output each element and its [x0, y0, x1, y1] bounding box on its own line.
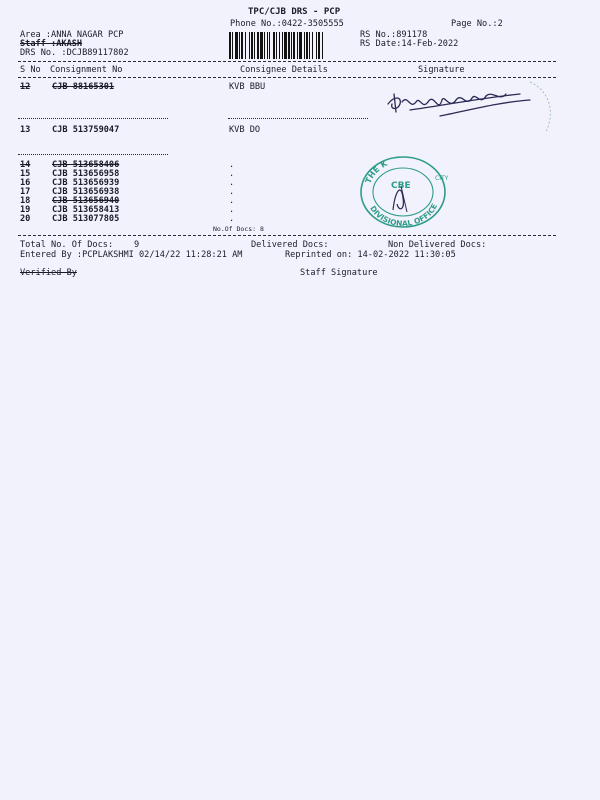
stamp-right-text: CITY: [435, 175, 449, 182]
handwritten-signature: [380, 80, 560, 140]
row-sno: 18: [20, 196, 31, 206]
staff-signature-label: Staff Signature: [300, 268, 378, 278]
row-sno: 14: [20, 160, 31, 170]
page-number: Page No.:2: [451, 19, 503, 29]
office-stamp: [355, 152, 450, 230]
row-sno: 15: [20, 169, 31, 179]
divider: [18, 118, 168, 119]
divider: [18, 154, 168, 155]
non-delivered-docs-label: Non Delivered Docs:: [388, 240, 487, 250]
row-consignment: CJB 513759047: [52, 125, 120, 135]
row-consignment: CJB 513656940: [52, 196, 120, 206]
col-consignee: Consignee Details: [240, 65, 328, 75]
rs-date: RS Date:14-Feb-2022: [360, 39, 459, 49]
row-consignment: CJB 513658406: [52, 160, 120, 170]
row-consignment: CJB 513656939: [52, 178, 120, 188]
row-consignee: KVB DO: [229, 125, 261, 135]
separator-line: [18, 235, 556, 236]
row-consignee: .: [229, 187, 235, 197]
total-docs-label: Total No. Of Docs:: [20, 240, 114, 250]
delivered-docs-label: Delivered Docs:: [251, 240, 329, 250]
rs-number: RS No.:891178: [360, 30, 428, 40]
drs-number: DRS No. :DCJB89117802: [20, 48, 129, 58]
row-consignment: CJB 513656958: [52, 169, 120, 179]
reprinted-on: Reprinted on: 14-02-2022 11:30:05: [285, 250, 456, 260]
row-consignee: .: [229, 169, 235, 179]
col-signature: Signature: [418, 65, 465, 75]
row-sno: 16: [20, 178, 31, 188]
col-consignment: Consignment No: [50, 65, 123, 75]
col-sno: S No: [20, 65, 41, 75]
barcode: [229, 32, 357, 59]
stamp-bottom-text: DIVISIONAL OFFICE: [368, 202, 440, 229]
separator-line: [18, 77, 556, 78]
stamp-top-text: THE K: [363, 158, 389, 185]
phone-number: Phone No.:0422-3505555: [230, 19, 344, 29]
stamp-center-text: CBE: [391, 181, 411, 191]
row-sno: 13: [20, 125, 31, 135]
row-consignee: .: [229, 178, 235, 188]
row-consignee: .: [229, 205, 235, 215]
row-sno: 17: [20, 187, 31, 197]
row-sno: 20: [20, 214, 31, 224]
row-consignee: .: [229, 160, 235, 170]
total-docs-value: 9: [134, 240, 140, 250]
area-label: Area :ANNA NAGAR PCP: [20, 30, 124, 40]
group-doc-count: No.Of Docs: 8: [213, 225, 264, 233]
verified-by-label: Verified By: [20, 268, 77, 278]
staff-label: Staff :AKASH: [20, 39, 83, 49]
row-consignee: .: [229, 196, 235, 206]
entered-by: Entered By :PCPLAKSHMI 02/14/22 11:28:21 AM: [20, 250, 243, 260]
document-title: TPC/CJB DRS - PCP: [248, 7, 341, 17]
row-consignee: KVB BBU: [229, 82, 266, 92]
row-consignment: CJB 88165301: [52, 82, 115, 92]
divider: [228, 118, 368, 119]
row-consignee: .: [229, 214, 235, 224]
row-consignment: CJB 513658413: [52, 205, 120, 215]
table-row: [20, 214, 540, 224]
row-sno: 12: [20, 82, 31, 92]
row-consignment: CJB 513656938: [52, 187, 120, 197]
row-sno: 19: [20, 205, 31, 215]
row-consignment: CJB 513077805: [52, 214, 120, 224]
separator-line: [18, 61, 556, 62]
